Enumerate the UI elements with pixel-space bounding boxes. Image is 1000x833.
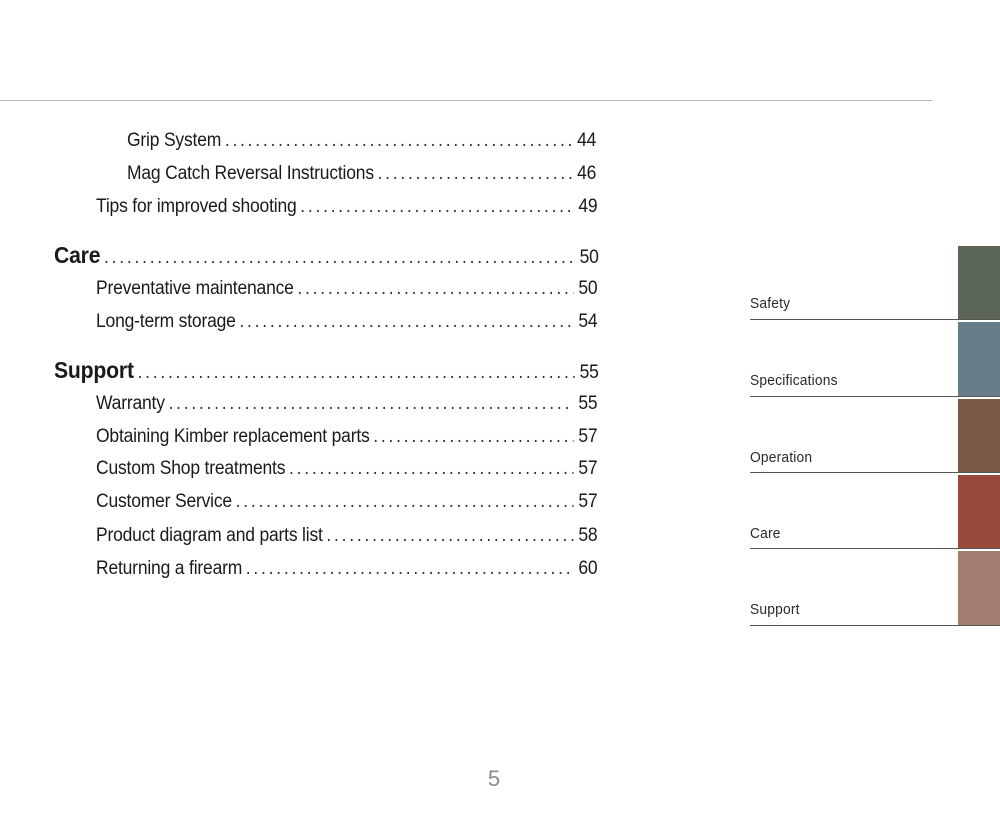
toc-entry-product-diagram[interactable] bbox=[96, 525, 597, 547]
dot-leader bbox=[373, 426, 573, 448]
tab-underline bbox=[750, 319, 1000, 320]
toc-entry-label: Product diagram and parts list bbox=[96, 525, 323, 546]
toc-entry-label: Long-term storage bbox=[96, 311, 236, 332]
tab-underline bbox=[750, 396, 1000, 397]
tab-underline bbox=[750, 625, 1000, 626]
toc-page-number: 60 bbox=[578, 558, 598, 579]
tab-operation[interactable]: Operation bbox=[750, 449, 813, 466]
toc-entry-label: Grip System bbox=[127, 130, 222, 151]
toc-page-number: 49 bbox=[578, 196, 598, 217]
toc-entry-preventative-maintenance[interactable] bbox=[96, 278, 597, 300]
toc-entry-long-term-storage[interactable] bbox=[96, 311, 597, 333]
dot-leader bbox=[300, 196, 573, 218]
dot-leader bbox=[236, 491, 574, 513]
tab-color-block-operation bbox=[958, 399, 1000, 473]
dot-leader bbox=[289, 458, 573, 480]
toc-entry-label: Custom Shop treatments bbox=[96, 458, 286, 479]
tab-underline bbox=[750, 472, 1000, 473]
header-rule bbox=[0, 100, 932, 101]
toc-entry-warranty[interactable] bbox=[96, 393, 597, 415]
toc-entry-label: Customer Service bbox=[96, 491, 232, 512]
toc-entry-custom-shop[interactable] bbox=[96, 458, 597, 480]
dot-leader bbox=[104, 247, 575, 269]
page-number: 5 bbox=[487, 766, 501, 791]
tab-color-block-care bbox=[958, 475, 1000, 549]
toc-page-number: 54 bbox=[578, 311, 598, 332]
toc-entry-mag-catch-reversal[interactable] bbox=[127, 163, 596, 185]
toc-page-number: 57 bbox=[578, 458, 598, 479]
toc-entry-label: Preventative maintenance bbox=[96, 278, 294, 299]
toc-page-number: 57 bbox=[578, 426, 598, 447]
toc-entry-tips[interactable] bbox=[96, 196, 597, 218]
tab-underline bbox=[750, 548, 1000, 549]
toc-entry-label: Returning a firearm bbox=[96, 558, 243, 579]
dot-leader bbox=[378, 163, 573, 185]
toc-page-number: 57 bbox=[578, 491, 598, 512]
toc-entry-label: Obtaining Kimber replacement parts bbox=[96, 426, 370, 447]
toc-page-number: 46 bbox=[577, 163, 597, 184]
toc-page-number: 55 bbox=[578, 393, 598, 414]
dot-leader bbox=[225, 130, 572, 152]
toc-entry-grip-system[interactable] bbox=[127, 130, 596, 152]
dot-leader bbox=[326, 525, 573, 547]
toc-entry-customer-service[interactable] bbox=[96, 491, 597, 513]
toc-page-number: 50 bbox=[578, 278, 598, 299]
tab-color-block-support bbox=[958, 551, 1000, 625]
toc-page-number: 58 bbox=[578, 525, 598, 546]
dot-leader bbox=[168, 393, 573, 415]
toc-entry-label: Warranty bbox=[96, 393, 165, 414]
dot-leader bbox=[297, 278, 573, 300]
tab-support[interactable]: Support bbox=[750, 601, 800, 618]
toc-entry-label: Tips for improved shooting bbox=[96, 196, 297, 217]
toc-page-number: 44 bbox=[577, 130, 597, 151]
toc-entry-returning-firearm[interactable] bbox=[96, 558, 597, 580]
tab-safety[interactable]: Safety bbox=[750, 295, 791, 312]
tab-care[interactable]: Care bbox=[750, 525, 781, 542]
dot-leader bbox=[246, 558, 574, 580]
toc-entry-obtaining-parts[interactable] bbox=[96, 426, 597, 448]
toc-section-label: Support bbox=[54, 357, 134, 383]
toc-page-number: 55 bbox=[579, 362, 599, 383]
toc-section-support[interactable] bbox=[54, 357, 599, 384]
tab-specifications[interactable]: Specifications bbox=[750, 372, 838, 389]
tab-color-block-safety bbox=[958, 246, 1000, 320]
dot-leader bbox=[239, 311, 573, 333]
toc-section-care[interactable] bbox=[54, 242, 599, 269]
toc-entry-label: Mag Catch Reversal Instructions bbox=[127, 163, 374, 184]
tab-color-block-specifications bbox=[958, 322, 1000, 396]
dot-leader bbox=[137, 362, 574, 384]
toc-page-number: 50 bbox=[579, 247, 599, 268]
toc-section-label: Care bbox=[54, 242, 101, 268]
